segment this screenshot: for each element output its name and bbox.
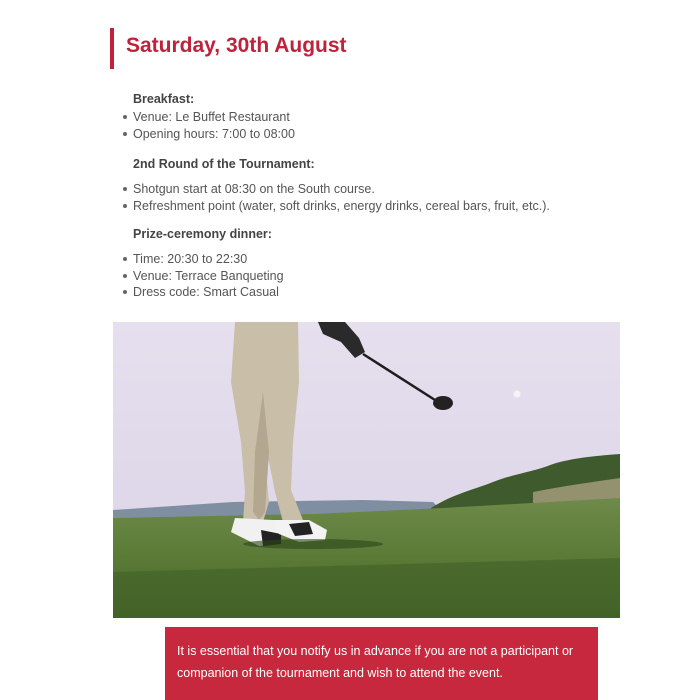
- list-item: Refreshment point (water, soft drinks, energy drinks, cereal bars, fruit, etc.).: [133, 198, 550, 213]
- golf-photo-illustration: [113, 322, 620, 618]
- section-title: 2nd Round of the Tournament:: [133, 157, 315, 171]
- notice-text: It is essential that you notify us in advance if you are not a participant or companion of the tournament and wish to attend the event.: [177, 644, 574, 680]
- tournament-list: [133, 181, 550, 214]
- golfer-swing-photo: [113, 322, 620, 618]
- page-title: Saturday, 30th August: [126, 34, 347, 57]
- notice-box: [165, 627, 598, 700]
- breakfast-list: [133, 109, 295, 142]
- section-title: Prize-ceremony dinner:: [133, 227, 272, 241]
- dinner-list: [133, 251, 284, 301]
- title-accent-bar: [110, 28, 114, 69]
- list-item: Venue: Le Buffet Restaurant: [133, 109, 295, 126]
- list-item: Time: 20:30 to 22:30: [133, 251, 284, 268]
- list-item: Opening hours: 7:00 to 08:00: [133, 126, 295, 141]
- list-item: Dress code: Smart Casual: [133, 284, 284, 301]
- section-tournament-round: [133, 157, 550, 214]
- section-breakfast: [133, 92, 295, 142]
- list-item: Shotgun start at 08:30 on the South course.: [133, 181, 550, 198]
- list-item: Venue: Terrace Banqueting: [133, 268, 284, 283]
- section-title: Breakfast:: [133, 92, 195, 106]
- section-prize-dinner: [133, 227, 284, 301]
